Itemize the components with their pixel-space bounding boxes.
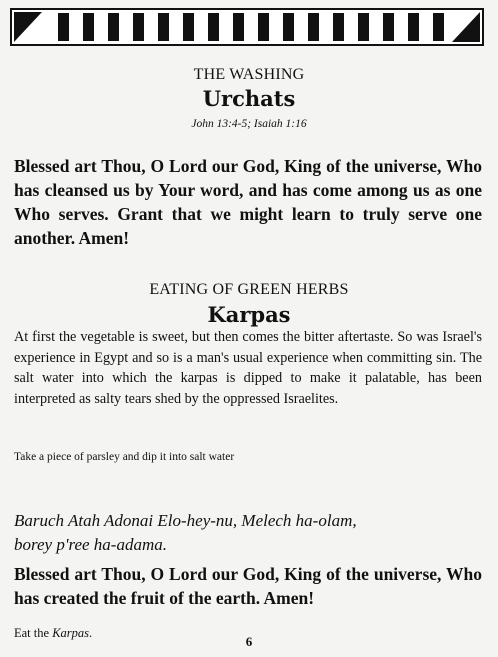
decorative-border-band: [10, 8, 484, 46]
transliteration-line-2: borey p'ree ha-adama.: [14, 535, 167, 554]
hebrew-title-urchats: Urchats: [202, 86, 296, 111]
section-heading-green-herbs: EATING OF GREEN HERBS: [149, 281, 349, 298]
karpas-explanation: At first the vegetable is sweet, but then comes the bitter aftertaste. So was Israel's experience in Egypt and so is a man's usual experience when committing sin. The salt water into which the karpas is dipped to make it palatable, has been interpreted as salty tears shed by the oppressed Israelites.: [14, 329, 482, 407]
scripture-reference: John 13:4-5; Isaiah 1:16: [191, 118, 307, 130]
eat-instruction-term: Karpas: [52, 626, 90, 640]
parsley-instruction: Take a piece of parsley and dip it into salt water: [14, 451, 235, 463]
checker-pattern-decoration: [12, 10, 482, 44]
washing-blessing: Blessed art Thou, O Lord our God, King of the universe, Who has cleansed us by Your word, and has come among us as one Who serves. Grant that we might learn to truly serve one another. Amen!: [14, 156, 482, 248]
page-number: 6: [245, 634, 253, 649]
eat-instruction-suffix: .: [89, 626, 93, 640]
transliteration-line-1: Baruch Atah Adonai Elo-hey-nu, Melech ha-olam,: [14, 511, 357, 530]
hebrew-title-karpas: Karpas: [207, 302, 291, 327]
transliteration-blessing: [14, 509, 482, 557]
karpas-blessing: Blessed art Thou, O Lord our God, King of the universe, Who has created the fruit of the earth. Amen!: [14, 564, 482, 608]
eat-instruction-prefix: Eat the: [14, 626, 50, 640]
section-heading-washing: THE WASHING: [193, 66, 305, 83]
